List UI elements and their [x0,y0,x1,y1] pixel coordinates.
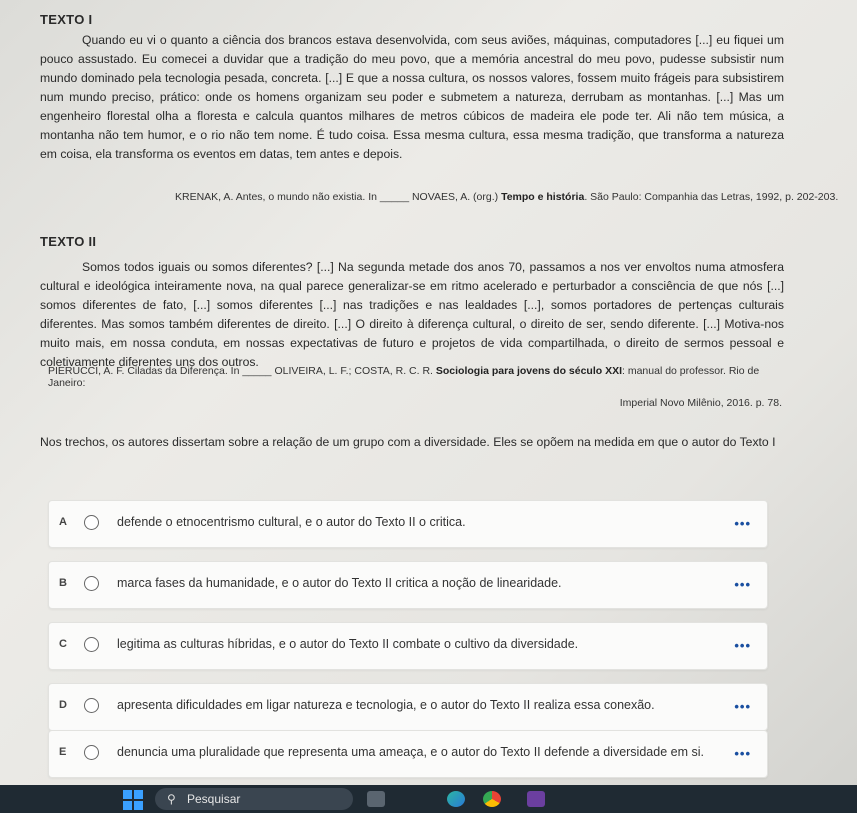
option-text: legitima as culturas híbridas, e o autor do Texto II combate o cultivo da diversidade. [117,637,579,651]
option-letter: D [59,699,67,711]
texto2-body [40,258,784,372]
radio-button[interactable] [84,637,99,652]
option-text: marca fases da humanidade, e o autor do Texto II critica a noção de linearidade. [117,576,562,590]
more-options-icon[interactable]: ••• [734,577,751,592]
option-a[interactable] [48,500,768,548]
taskbar [0,785,857,813]
taskbar-search[interactable] [155,788,353,810]
radio-button[interactable] [84,515,99,530]
option-e[interactable] [48,730,768,778]
chrome-icon[interactable] [483,791,501,807]
option-text: apresenta dificuldades em ligar natureza e tecnologia, e o autor do Texto II realiza essa conexão. [117,698,655,712]
search-placeholder: Pesquisar [187,792,241,806]
texto1-citation [175,191,838,203]
edge-icon[interactable] [447,791,465,807]
option-d[interactable] [48,683,768,731]
option-text: defende o etnocentrismo cultural, e o autor do Texto II o critica. [117,515,466,529]
texto2-citation-pre: PIERUCCI, A. F. Ciladas da Diferença. In _____ OLIVEIRA, L. F.; COSTA, R. C. R. [48,365,436,377]
texto2-paragraph: Somos todos iguais ou somos diferentes? [...] Na segunda metade dos anos 70, passamos a nos ver envoltos numa atmosfera cultural e ideológica inteiramente nova, na qual parece generalizar-se em ritmo acelerado e perturbador a consciência de que nós [...] somos diferentes de fato, [...] somos diferentes [...] nas tradições e nas lealdades [...], somos portadores de pertenças culturais diferentes. Mas somos também diferentes de direito. [...] O direito à diferença cultural, o direito de ser, sendo diferente. [...] Motiva-nos muito mais, em nossa conduta, em nossas expectativas de futuro e projetos de vida compartilhada, o direito de sermos pessoal e coletivamente diferentes uns dos outros. [40,260,784,369]
radio-button[interactable] [84,576,99,591]
option-letter: B [59,577,67,589]
texto2-citation-title: Sociologia para jovens do século XXI [435,365,623,377]
more-options-icon[interactable]: ••• [734,746,751,761]
texto2-citation [48,365,782,409]
windows-icon[interactable] [123,790,143,810]
texto2-citation-post: : manual do professor. Rio de Janeiro: [48,365,760,389]
texto1-citation-post: . São Paulo: Companhia das Letras, 1992, p. 202-203. [584,191,839,203]
texto1-citation-title: Tempo e história [501,191,585,203]
option-text: denuncia uma pluralidade que representa uma ameaça, e o autor do Texto II defende a diversidade em si. [117,745,704,759]
search-icon: ⚲ [167,792,176,806]
option-c[interactable] [48,622,768,670]
option-b[interactable] [48,561,768,609]
more-options-icon[interactable]: ••• [734,638,751,653]
texto2-citation-line2: Imperial Novo Milênio, 2016. p. 78. [619,397,782,409]
radio-button[interactable] [84,698,99,713]
option-letter: E [59,746,67,758]
radio-button[interactable] [84,745,99,760]
texto1-paragraph: Quando eu vi o quanto a ciência dos brancos estava desenvolvida, com seus aviões, máquinas, computadores [...] eu fiquei um pouco assustado. Eu comecei a duvidar que a tradição do meu povo, que a memória ancestral do meu povo, pudesse subsistir num mundo dominado pela tecnologia pesada, concreta. [...] E que a nossa cultura, os nossos valores, fossem muito frágeis para subsistirem num mundo preciso, prático: onde os homens organizam seu poder e submetem a natureza, derrubam as montanhas. [...] Mas um engenheiro florestal olha a floresta e calcula quantos milhares de metros cúbicos de madeira ele pode ter. Ali não tem música, a montanha não tem humor, e o rio não tem nome. É tudo coisa. Essa mesma cultura, essa mesma tradição, que transforma a natureza em coisa, ela transforma os eventos em datas, tem antes e depois. [40,33,784,161]
more-options-icon[interactable]: ••• [734,516,751,531]
texto1-citation-pre: KRENAK, A. Antes, o mundo não existia. In _____ NOVAES, A. (org.) [175,191,502,203]
file-icon[interactable] [367,791,385,807]
texto1-body [40,31,784,164]
app-icon[interactable] [527,791,545,807]
option-letter: C [59,638,67,650]
question-prompt: Nos trechos, os autores dissertam sobre a relação de um grupo com a diversidade. Eles se opõem na medida em que o autor do Texto I [40,435,776,449]
texto2-title: TEXTO II [40,234,97,249]
texto1-title: TEXTO I [40,12,93,27]
more-options-icon[interactable]: ••• [734,699,751,714]
option-letter: A [59,516,67,528]
